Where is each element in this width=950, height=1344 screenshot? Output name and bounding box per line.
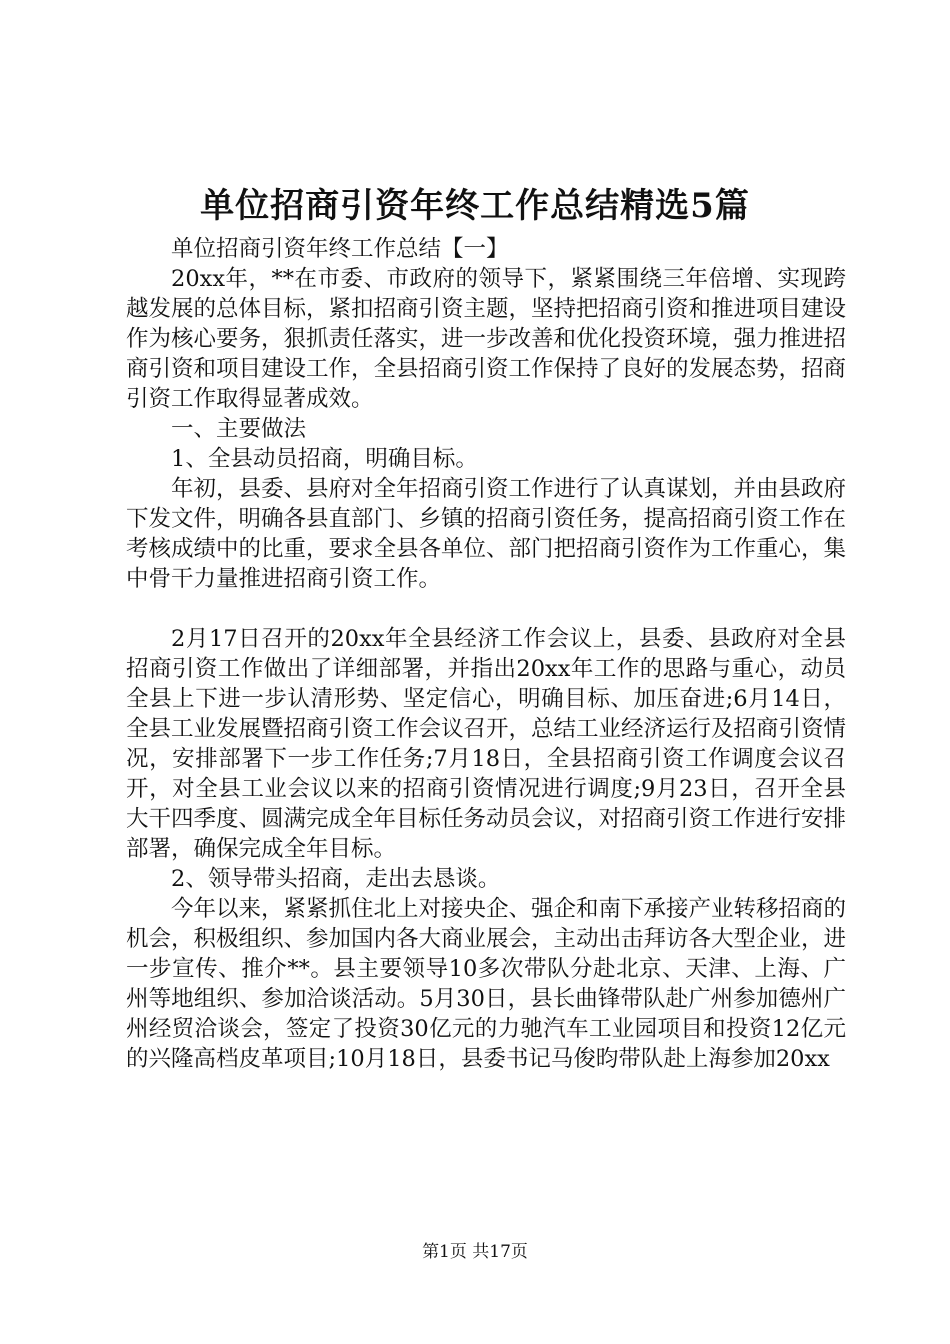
section-heading: 一、主要做法 — [171, 416, 307, 442]
paragraph-spacer — [126, 594, 846, 624]
section-heading: 单位招商引资年终工作总结【一】 — [171, 236, 509, 262]
paragraph: 2月17日召开的20xx年全县经济工作会议上，县委、县政府对全县招商引资工作做出了详细部署，并指出20xx年工作的思路与重心，动员全县上下进一步认清形势、坚定信心，明确目标、加压奋进;6月14日，全县工业发展暨招商引资工作会议召开，总结工业经济运行及招商引资情况，安排部署下一步工作任务;7月18日，全县招商引资工作调度会议召开，对全县工业会议以来的招商引资情况进行调度;9月23日，召开全县大干四季度、圆满完成全年目标任务动员会议，对招商引资工作进行安排部署，确保完成全年目标。 — [126, 626, 847, 862]
paragraph: 今年以来，紧紧抓住北上对接央企、强企和南下承接产业转移招商的机会，积极组织、参加国内各大商业展会，主动出击拜访各大型企业，进一步宣传、推介**。县主要领导10多次带队分赴北京、天津、上海、广州等地组织、参加洽谈活动。5月30日，县长曲锋带队赴广州参加德州广州经贸洽谈会，签定了投资30亿元的力驰汽车工业园项目和投资12亿元的兴隆高档皮革项目;10月18日，县委书记马俊昀带队赴上海参加20xx — [126, 896, 847, 1072]
document-body — [126, 234, 846, 1074]
subsection-heading: 1、全县动员招商，明确目标。 — [171, 446, 478, 472]
document-title: 单位招商引资年终工作总结精选5篇 — [200, 186, 750, 226]
paragraph: 20xx年，**在市委、市政府的领导下，紧紧围绕三年倍增、实现跨越发展的总体目标，紧扣招商引资主题，坚持把招商引资和推进项目建设作为核心要务，狠抓责任落实，进一步改善和优化投资环境，强力推进招商引资和项目建设工作，全县招商引资工作保持了良好的发展态势，招商引资工作取得显著成效。 — [126, 266, 847, 412]
paragraph: 年初，县委、县府对全年招商引资工作进行了认真谋划，并由县政府下发文件，明确各县直部门、乡镇的招商引资任务，提高招商引资工作在考核成绩中的比重，要求全县各单位、部门把招商引资作为工作重心，集中骨干力量推进招商引资工作。 — [126, 476, 847, 592]
page-footer: 第1页 共17页 — [422, 1242, 528, 1262]
subsection-heading: 2、领导带头招商，走出去恳谈。 — [171, 866, 501, 892]
